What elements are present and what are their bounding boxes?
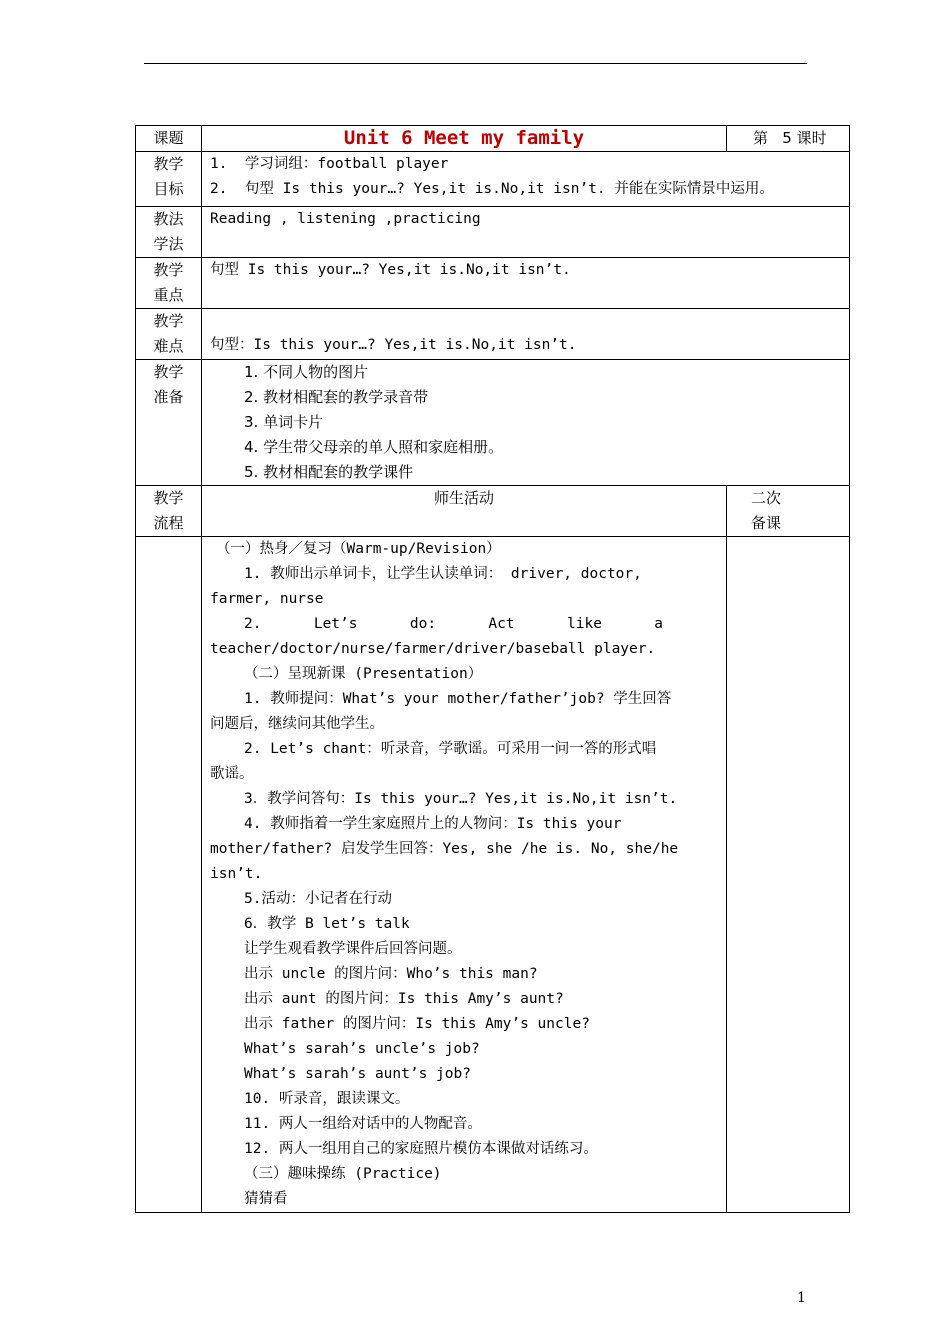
- content-line: （二）呈现新课 (Presentation）: [244, 666, 483, 682]
- content-line: （一）热身／复习（Warm-up/Revision）: [216, 541, 501, 557]
- content-line: 5.活动：小记者在行动: [244, 891, 392, 907]
- key-points-text: 句型 Is this your…? Yes,it is.No,it isn’t.: [202, 258, 850, 309]
- key-points-label: 教学 重点: [136, 258, 202, 309]
- content-line: mother/father? 启发学生回答：Yes, she /he is. No, she/he: [210, 841, 679, 857]
- content-line: What’s sarah’s aunt’s job?: [244, 1066, 471, 1082]
- subject-label: 课题: [136, 126, 202, 152]
- content-line: 1. 教师出示单词卡，让学生认读单词： driver, doctor,: [244, 566, 642, 582]
- content-line: What’s sarah’s uncle’s job?: [244, 1041, 480, 1057]
- activity-content: [202, 537, 727, 1213]
- second-prep-cell: [727, 537, 850, 1213]
- content-line: 1. 教师提问：What’s your mother/father’job? 学生回答: [244, 691, 672, 707]
- preparation-list: [202, 360, 850, 486]
- content-line: 10. 听录音，跟读课文。: [244, 1091, 410, 1107]
- content-line: 2. Let’s chant：听录音，学歌谣。可采用一问一答的形式唱: [244, 741, 657, 757]
- process-label: 教学 流程: [136, 486, 202, 537]
- lesson-number: 第 5 课时: [727, 126, 850, 152]
- content-line: （三）趣味操练 (Practice): [244, 1166, 442, 1182]
- content-line: 出示 aunt 的图片问：Is this Amy’s aunt?: [244, 991, 564, 1007]
- content-line: 歌谣。: [210, 766, 254, 782]
- objectives-label: 教学 目标: [136, 152, 202, 207]
- content-line: 出示 uncle 的图片问：Who’s this man?: [244, 966, 538, 982]
- methods-text: Reading , listening ,practicing: [202, 207, 850, 258]
- preparation-item: 1. 不同人物的图片: [244, 363, 369, 381]
- preparation-label: 教学 准备: [136, 360, 202, 486]
- content-line: 问题后，继续问其他学生。: [210, 716, 384, 732]
- second-prep-header: 二次 备课: [727, 486, 850, 537]
- page-number: 1: [797, 1290, 806, 1306]
- difficulties-text: 句型：Is this your…? Yes,it is.No,it isn’t.: [202, 309, 850, 360]
- preparation-item: 5. 教材相配套的教学课件: [244, 463, 414, 481]
- content-line: 出示 father 的图片问：Is this Amy’s uncle?: [244, 1016, 590, 1032]
- content-line: 猜猜看: [244, 1191, 288, 1207]
- content-line: isn’t.: [210, 866, 263, 882]
- content-line: 让学生观看教学课件后回答问题。: [244, 941, 462, 957]
- preparation-item: 3. 单词卡片: [244, 413, 324, 431]
- content-line: 4. 教师指着一学生家庭照片上的人物问：Is this your: [244, 816, 622, 832]
- content-line: 12. 两人一组用自己的家庭照片模仿本课做对话练习。: [244, 1141, 598, 1157]
- objective-line: 1. 学习词组：football player: [210, 156, 449, 172]
- content-line: 11. 两人一组给对话中的人物配音。: [244, 1116, 482, 1132]
- content-line: 2. Let’s do: Act like a: [244, 616, 664, 632]
- activity-header: 师生活动: [202, 486, 727, 537]
- header-rule: [144, 63, 807, 64]
- content-line: 3．教学问答句：Is this your…? Yes,it is.No,it isn’t.: [244, 791, 678, 807]
- content-line: teacher/doctor/nurse/farmer/driver/baseball player.: [210, 641, 656, 657]
- process-empty-cell: [136, 537, 202, 1213]
- objective-line: 2. 句型 Is this your…? Yes,it is.No,it isn’t. 并能在实际情景中运用。: [210, 181, 774, 197]
- lesson-title: Unit 6 Meet my family: [202, 126, 727, 152]
- preparation-item: 2. 教材相配套的教学录音带: [244, 388, 429, 406]
- content-line: 6．教学 B let’s talk: [244, 916, 410, 932]
- methods-label: 教法 学法: [136, 207, 202, 258]
- content-line: farmer, nurse: [210, 591, 324, 607]
- lesson-plan-table: [135, 125, 850, 1213]
- difficulties-label: 教学 难点: [136, 309, 202, 360]
- objectives-cell: [202, 152, 850, 207]
- preparation-item: 4. 学生带父母亲的单人照和家庭相册。: [244, 438, 504, 456]
